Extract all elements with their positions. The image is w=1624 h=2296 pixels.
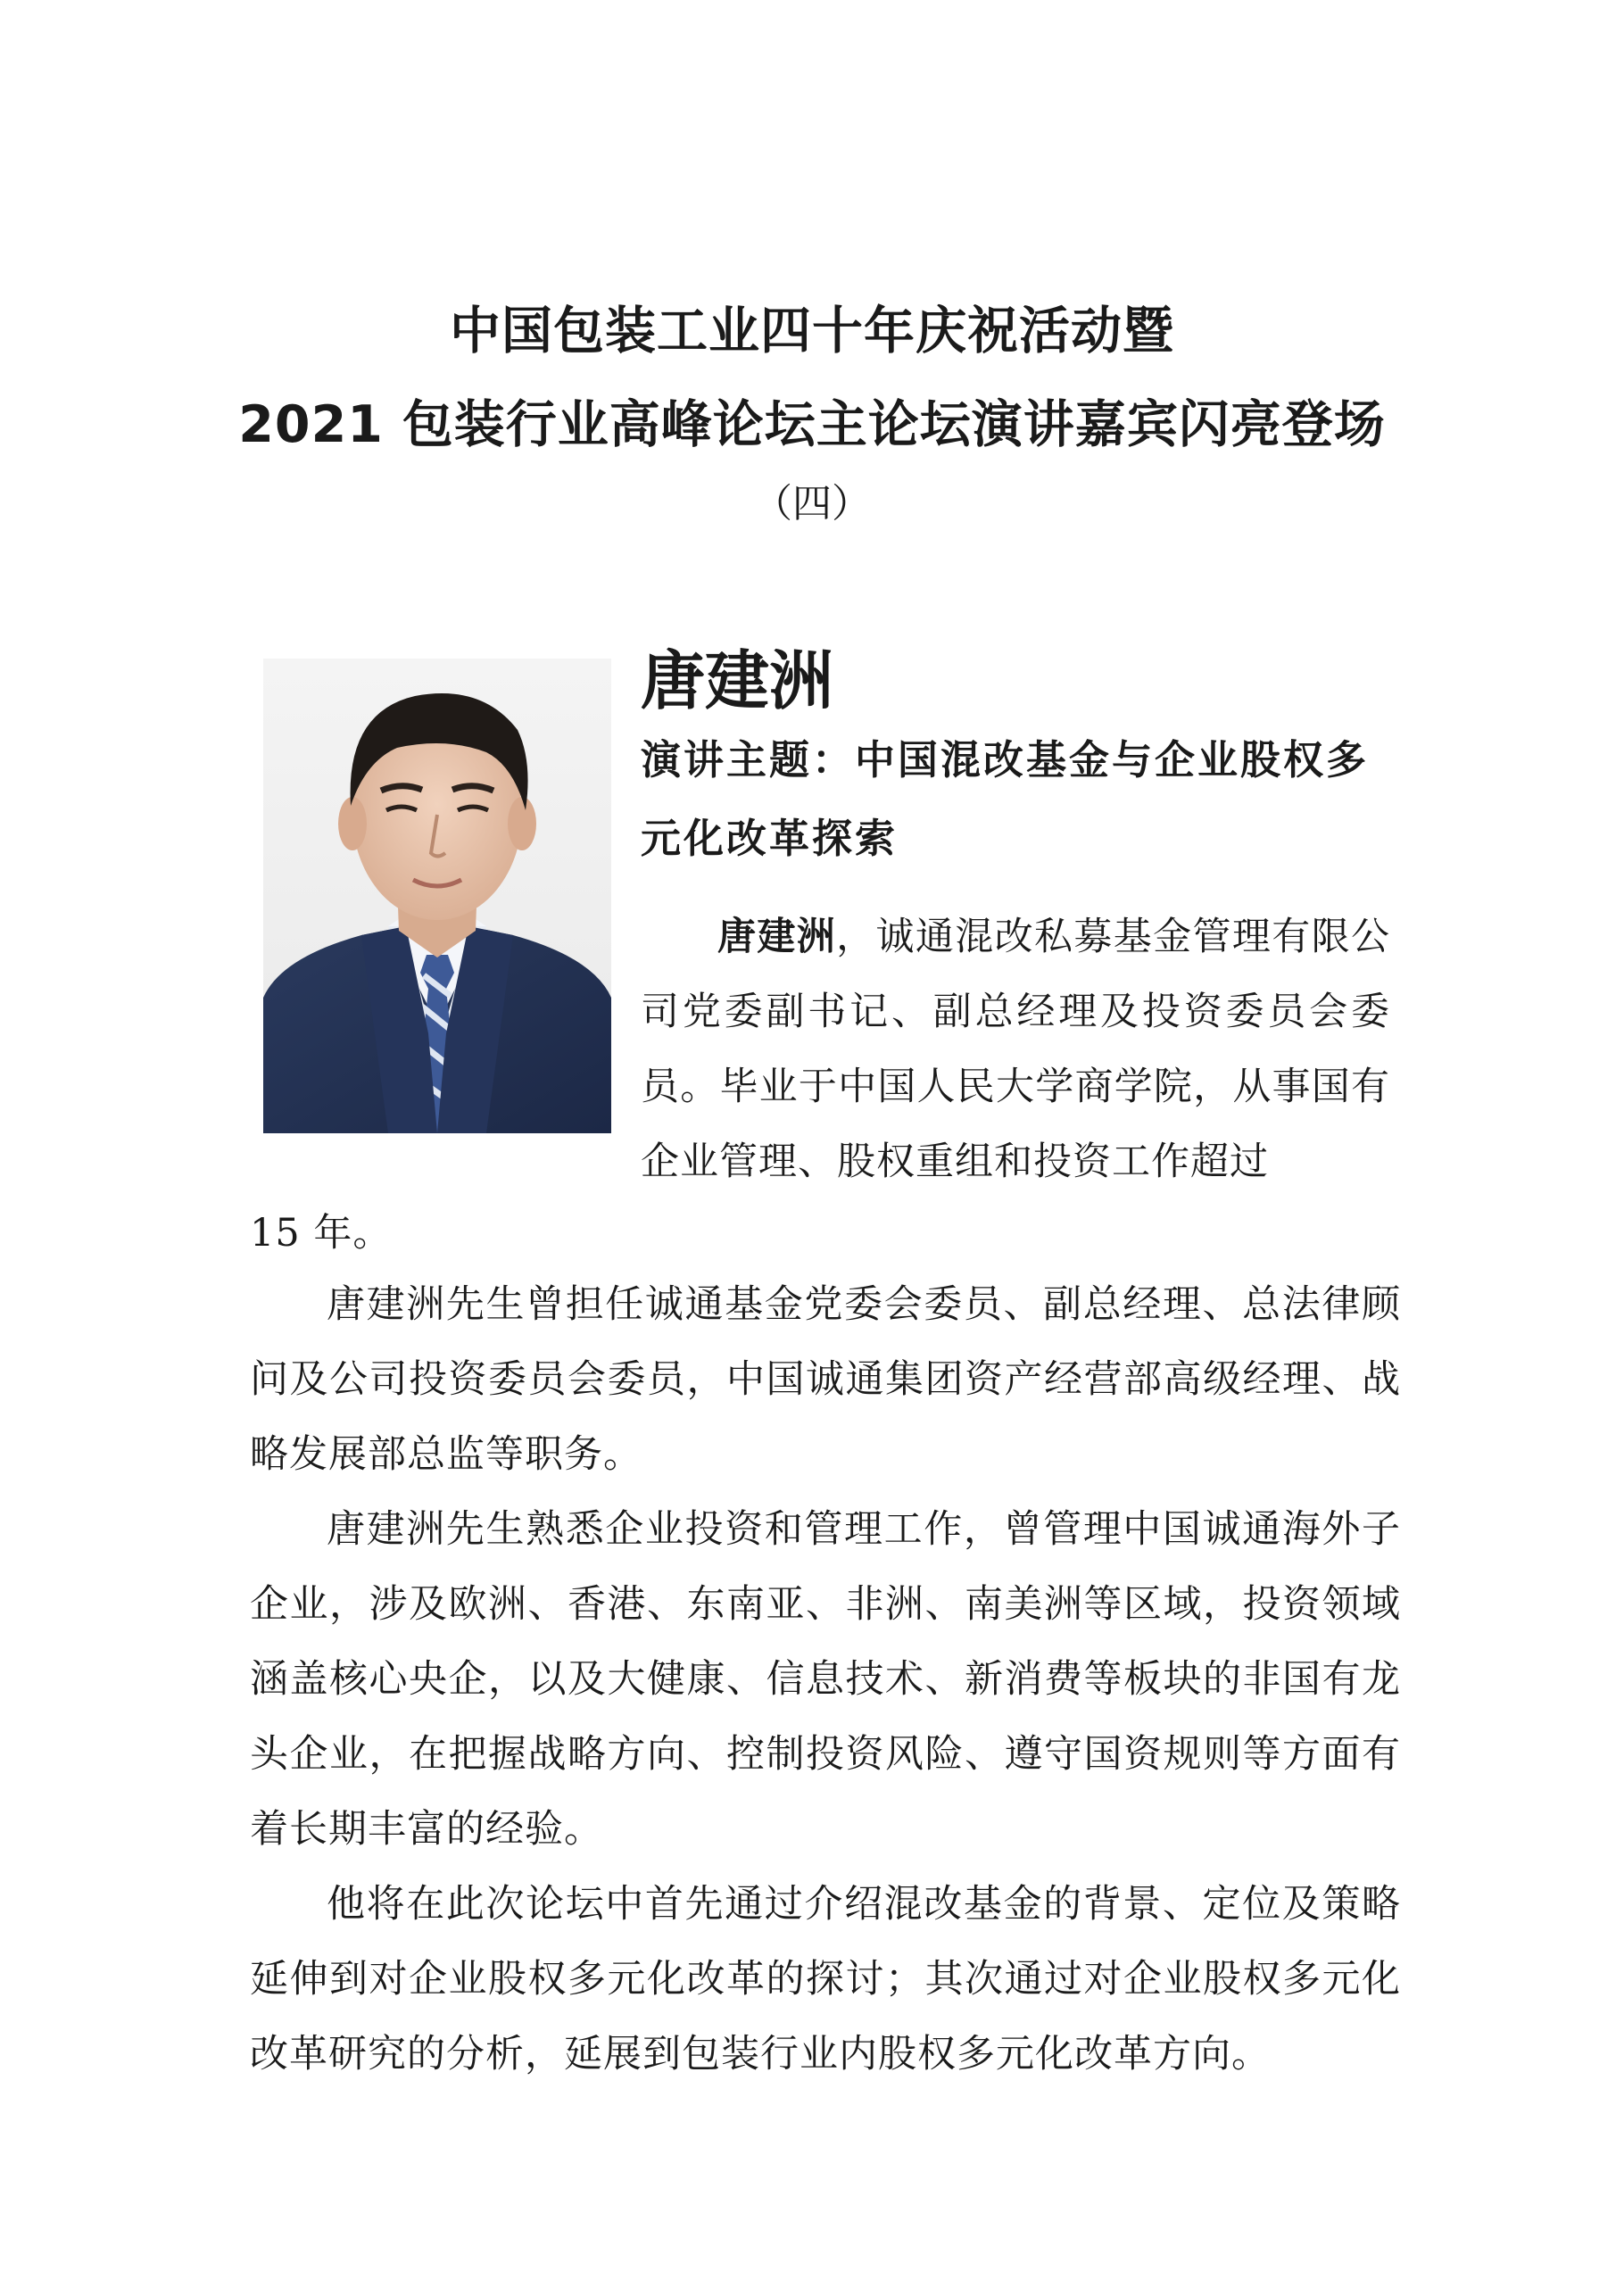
speech-topic: 演讲主题：中国混改基金与企业股权多元化改革探索 [641,736,1370,862]
speaker-photo [263,659,611,1133]
bio-intro [641,899,1390,1199]
speaker-portrait-icon [263,659,611,1133]
speaker-name: 唐建洲 [641,643,834,718]
bio-intro-tail: 15 年。 [250,1211,393,1256]
bio-paragraph-2: 唐建洲先生曾担任诚通基金党委会委员、副总经理、总法律顾问及公司投资委员会委员，中国诚通集团资产经营部高级经理、战略发展部总监等职务。 [250,1282,1401,1477]
page-title-line-2: 2021 包装行业高峰论坛主论坛演讲嘉宾闪亮登场 [238,395,1386,454]
bio-intro-name: 唐建洲 [717,915,837,959]
part-number: （四） [753,481,871,526]
page-title-line-1: 中国包装工业四十年庆祝活动暨 [450,302,1174,361]
bio-paragraph-3: 唐建洲先生熟悉企业投资和管理工作，曾管理中国诚通海外子企业，涉及欧洲、香港、东南亚、非洲、南美洲等区域，投资领域涵盖核心央企，以及大健康、信息技术、新消费等板块的非国有龙头企业，在把握战略方向、控制投资风险、遵守国资规则等方面有着长期丰富的经验。 [250,1507,1401,1852]
bio-paragraph-4: 他将在此次论坛中首先通过介绍混改基金的背景、定位及策略延伸到对企业股权多元化改革的探讨；其次通过对企业股权多元化改革研究的分析，延展到包装行业内股权多元化改革方向。 [250,1882,1401,2076]
bio-intro-text: ，诚通混改私募基金管理有限公司党委副书记、副总经理及投资委员会委员。毕业于中国人民大学商学院，从事国有企业管理、股权重组和投资工作超过 [641,915,1390,1184]
